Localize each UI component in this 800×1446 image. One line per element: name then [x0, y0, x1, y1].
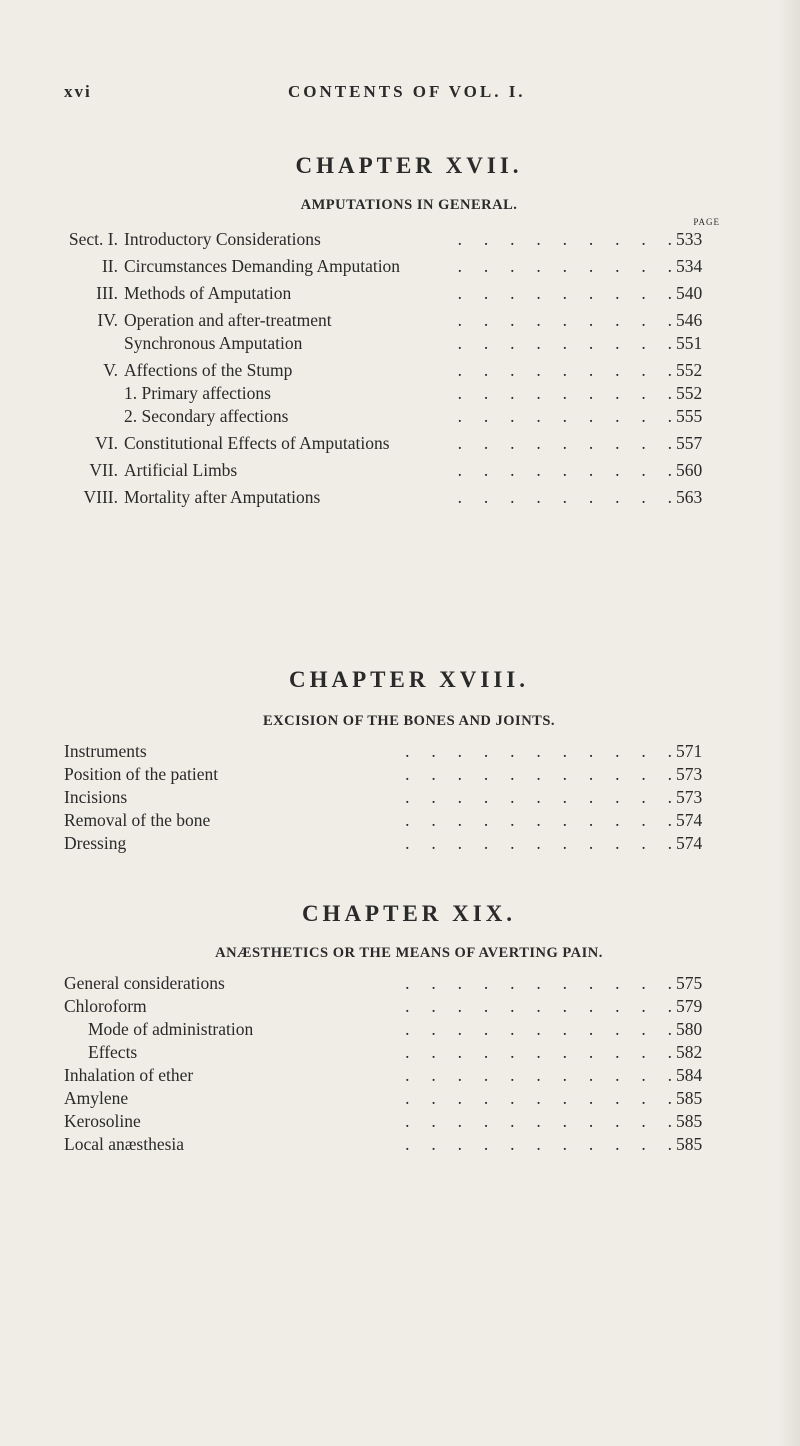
- entry-title: Chloroform: [64, 995, 155, 1018]
- section-number: VIII.: [83, 487, 118, 507]
- dot-leader: . . . . . . . . . . .: [405, 973, 672, 993]
- toc-entry: [64, 995, 724, 1018]
- page-ref: 560: [676, 460, 703, 480]
- page-ref: 552: [676, 360, 703, 380]
- toc-entry: [64, 332, 724, 355]
- dot-leader: . . . . . . . . .: [457, 460, 672, 480]
- dot-leader: . . . . . . . . .: [457, 256, 672, 276]
- dot-leader: . . . . . . . . .: [457, 360, 672, 380]
- entry-title: Introductory Considerations: [124, 228, 329, 251]
- page-ref: 575: [676, 973, 703, 993]
- dot-leader: . . . . . . . . . . .: [405, 787, 672, 807]
- toc-entry: [64, 1018, 724, 1041]
- entry-title: Mortality after Amputations: [124, 486, 328, 509]
- page-ref: 582: [676, 1042, 703, 1062]
- entry-title: Affections of the Stump: [124, 359, 300, 382]
- dot-leader: . . . . . . . . . . .: [405, 1019, 672, 1039]
- page-ref: 552: [676, 383, 703, 403]
- dot-leader: . . . . . . . . . . .: [405, 996, 672, 1016]
- toc-entry: [64, 1041, 724, 1064]
- page-ref: 580: [676, 1019, 703, 1039]
- toc-entry: [64, 1064, 724, 1087]
- page-ref: 573: [676, 764, 703, 784]
- entry-title: Kerosoline: [64, 1110, 149, 1133]
- toc-entry: [64, 228, 724, 251]
- page-ref: 584: [676, 1065, 703, 1085]
- dot-leader: . . . . . . . . .: [457, 310, 672, 330]
- running-head: [64, 82, 624, 106]
- toc-entry: [64, 832, 724, 855]
- section-number: II.: [101, 256, 118, 276]
- chapter-title: CHAPTER XVII.: [295, 153, 523, 178]
- section-number: III.: [96, 283, 118, 303]
- page-ref: 579: [676, 996, 703, 1016]
- page-ref: 534: [676, 256, 703, 276]
- entry-title: Local anæsthesia: [64, 1133, 192, 1156]
- toc-entry: [64, 1133, 724, 1156]
- chapter-subtitle: ANÆSTHETICS OR THE MEANS OF AVERTING PAIN.: [215, 945, 603, 961]
- toc-entry: [64, 786, 724, 809]
- page-ref: 585: [676, 1111, 703, 1131]
- entry-title: Mode of administration: [88, 1018, 261, 1041]
- dot-leader: . . . . . . . . .: [457, 283, 672, 303]
- dot-leader: . . . . . . . . . . .: [405, 810, 672, 830]
- page-ref: 557: [676, 433, 703, 453]
- page-ref: 546: [676, 310, 703, 330]
- toc-entry: [64, 359, 724, 382]
- chapter-19: [64, 898, 724, 1156]
- toc-entry: [64, 255, 724, 278]
- chapter-17: [64, 150, 724, 509]
- entry-title: 1. Primary affections: [124, 382, 279, 405]
- entry-title: Methods of Amputation: [124, 282, 299, 305]
- entry-title: 2. Secondary affections: [124, 405, 296, 428]
- dot-leader: . . . . . . . . .: [457, 383, 672, 403]
- entry-title: Dressing: [64, 832, 134, 855]
- entry-title: Synchronous Amputation: [124, 332, 310, 355]
- dot-leader: . . . . . . . . . . .: [405, 833, 672, 853]
- entry-title: Position of the patient: [64, 763, 226, 786]
- section-number: VI.: [95, 433, 118, 453]
- page-ref: 533: [676, 229, 703, 249]
- dot-leader: . . . . . . . . . . .: [405, 764, 672, 784]
- chapter-subtitle: EXCISION OF THE BONES AND JOINTS.: [262, 713, 556, 729]
- page-ref: 573: [676, 787, 703, 807]
- toc-entry: [64, 809, 724, 832]
- page-ref: 540: [676, 283, 703, 303]
- chapter-title: CHAPTER XIX.: [301, 901, 517, 926]
- dot-leader: . . . . . . . . . . .: [405, 1065, 672, 1085]
- toc-entry: [64, 432, 724, 455]
- toc-list: [64, 740, 724, 855]
- dot-leader: . . . . . . . . .: [457, 487, 672, 507]
- entry-title: Removal of the bone: [64, 809, 218, 832]
- page-ref: 585: [676, 1088, 703, 1108]
- dot-leader: . . . . . . . . .: [457, 433, 672, 453]
- entry-title: Artificial Limbs: [124, 459, 245, 482]
- page-ref: 571: [676, 741, 703, 761]
- page-number: xvi: [64, 82, 92, 101]
- entry-title: Circumstances Demanding Amputation: [124, 255, 408, 278]
- chapter-18: [64, 664, 724, 855]
- entry-title: General considerations: [64, 972, 233, 995]
- page-ref: 563: [676, 487, 703, 507]
- page-edge-shadow: [778, 0, 800, 1446]
- section-number: V.: [103, 360, 118, 380]
- dot-leader: . . . . . . . . . . .: [405, 1088, 672, 1108]
- running-title: CONTENTS OF VOL. I.: [288, 82, 526, 101]
- toc-entry: [64, 763, 724, 786]
- toc-entry: [64, 1087, 724, 1110]
- toc-entry: [64, 972, 724, 995]
- dot-leader: . . . . . . . . . . .: [405, 1042, 672, 1062]
- dot-leader: . . . . . . . . . . .: [405, 1134, 672, 1154]
- page-ref: 574: [676, 833, 703, 853]
- entry-title: Incisions: [64, 786, 135, 809]
- dot-leader: . . . . . . . . . . .: [405, 1111, 672, 1131]
- chapter-title: CHAPTER XVIII.: [288, 667, 530, 692]
- entry-title: Constitutional Effects of Amputations: [124, 432, 398, 455]
- page-ref: 551: [676, 333, 703, 353]
- page-column-label: PAGE: [693, 217, 720, 227]
- toc-entry: [64, 486, 724, 509]
- toc-list: [64, 228, 724, 509]
- page-ref: 585: [676, 1134, 703, 1154]
- toc-entry: [64, 309, 724, 332]
- section-number: IV.: [97, 310, 118, 330]
- entry-title: Inhalation of ether: [64, 1064, 201, 1087]
- toc-entry: [64, 282, 724, 305]
- section-number: Sect. I.: [68, 229, 118, 249]
- dot-leader: . . . . . . . . .: [457, 333, 672, 353]
- toc-entry: [64, 1110, 724, 1133]
- toc-entry: [64, 740, 724, 763]
- entry-title: Instruments: [64, 740, 155, 763]
- page-ref: 555: [676, 406, 703, 426]
- page-ref: 574: [676, 810, 703, 830]
- entry-title: Effects: [88, 1041, 145, 1064]
- dot-leader: . . . . . . . . . . .: [405, 741, 672, 761]
- toc-list: [64, 972, 724, 1156]
- entry-title: Operation and after-treatment: [124, 309, 340, 332]
- toc-entry: [64, 405, 724, 428]
- toc-entry: [64, 459, 724, 482]
- entry-title: Amylene: [64, 1087, 136, 1110]
- dot-leader: . . . . . . . . .: [457, 406, 672, 426]
- dot-leader: . . . . . . . . .: [457, 229, 672, 249]
- toc-entry: [64, 382, 724, 405]
- section-number: VII.: [89, 460, 118, 480]
- chapter-subtitle: AMPUTATIONS IN GENERAL.: [300, 197, 518, 213]
